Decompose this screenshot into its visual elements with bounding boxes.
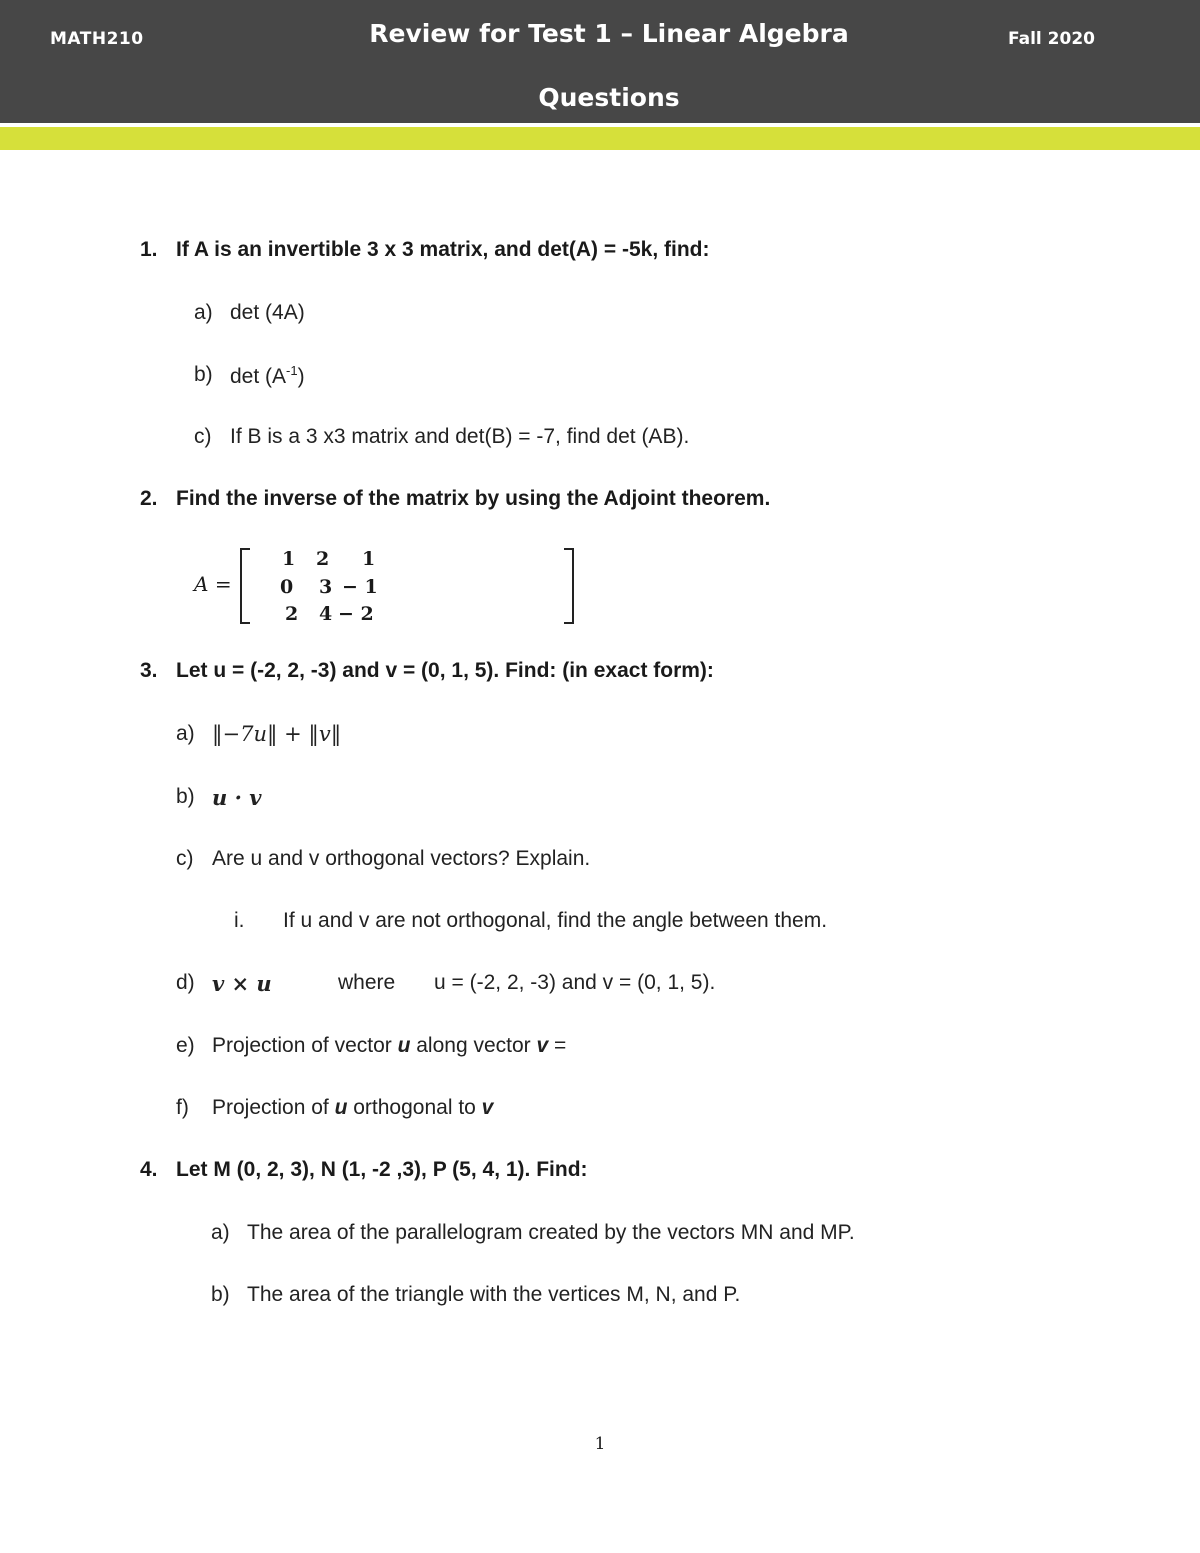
term-label: Fall 2020 bbox=[1008, 29, 1095, 49]
question-text: Let M (0, 2, 3), N (1, -2 ,3), P (5, 4, 1). Find: bbox=[176, 1158, 588, 1181]
item-text: If B is a 3 x3 matrix and det(B) = -7, find det (AB). bbox=[230, 425, 690, 448]
item-text: Projection of vector u along vector v = bbox=[212, 1034, 567, 1057]
item-label: f) bbox=[176, 1096, 189, 1119]
page-number: 1 bbox=[594, 1434, 606, 1454]
matrix-cell: 1 bbox=[282, 548, 296, 570]
norm-expression: ‖−7u‖ + ‖v‖ bbox=[212, 722, 342, 746]
item-label: a) bbox=[211, 1221, 230, 1244]
item-label: c) bbox=[194, 425, 212, 448]
item-text: Projection of u orthogonal to v bbox=[212, 1096, 494, 1119]
matrix-equation bbox=[190, 546, 410, 626]
item-text: If u and v are not orthogonal, find the angle between them. bbox=[283, 909, 828, 932]
matrix-left-bracket bbox=[240, 548, 250, 624]
document-title: Review for Test 1 – Linear Algebra bbox=[369, 19, 849, 48]
course-code: MATH210 bbox=[50, 29, 144, 49]
item-text: The area of the triangle with the vertices M, N, and P. bbox=[247, 1283, 741, 1306]
matrix-cell: 0 bbox=[280, 576, 294, 598]
item-label: b) bbox=[211, 1283, 230, 1306]
question-text: Find the inverse of the matrix by using the Adjoint theorem. bbox=[176, 487, 771, 510]
item-label: c) bbox=[176, 847, 194, 870]
matrix-cell: 2 bbox=[316, 548, 330, 570]
matrix-cell: − 1 bbox=[342, 576, 378, 598]
accent-bar bbox=[0, 127, 1200, 150]
item-text: u = (-2, 2, -3) and v = (0, 1, 5). bbox=[434, 971, 716, 994]
item-label: a) bbox=[176, 722, 195, 745]
matrix-cell: − 2 bbox=[338, 603, 374, 625]
item-label: d) bbox=[176, 971, 195, 994]
where-label: where bbox=[338, 971, 396, 994]
matrix-cell: 2 bbox=[285, 603, 299, 625]
item-label: b) bbox=[176, 785, 195, 808]
question-text: If A is an invertible 3 x 3 matrix, and det(A) = -5k, find: bbox=[176, 238, 710, 261]
dot-product-expression: u · v bbox=[212, 785, 262, 810]
item-text: det (4A) bbox=[230, 301, 305, 324]
question-text: Let u = (-2, 2, -3) and v = (0, 1, 5). Find: (in exact form): bbox=[176, 659, 714, 682]
item-text: The area of the parallelogram created by the vectors MN and MP. bbox=[247, 1221, 855, 1244]
item-text: $\det (A^{-1})$ bbox=[230, 363, 305, 388]
question-number: 1. bbox=[140, 238, 158, 261]
matrix-cell: 3 bbox=[319, 576, 333, 598]
header-band bbox=[0, 0, 1200, 123]
matrix-right-bracket bbox=[564, 548, 574, 624]
item-label: a) bbox=[194, 301, 213, 324]
cross-product-expression: v × u bbox=[212, 971, 272, 996]
matrix-cell: 4 bbox=[319, 603, 333, 625]
document-subtitle: Questions bbox=[538, 83, 680, 112]
item-label: e) bbox=[176, 1034, 195, 1057]
item-text: Are u and v orthogonal vectors? Explain. bbox=[212, 847, 591, 870]
question-number: 4. bbox=[140, 1158, 158, 1181]
question-number: 2. bbox=[140, 487, 158, 510]
item-label: i. bbox=[234, 909, 245, 932]
matrix-cell: 1 bbox=[362, 548, 376, 570]
question-number: 3. bbox=[140, 659, 158, 682]
inverse-superscript: -1 bbox=[286, 363, 298, 378]
matrix-name: A = bbox=[194, 572, 232, 596]
item-label: b) bbox=[194, 363, 213, 386]
